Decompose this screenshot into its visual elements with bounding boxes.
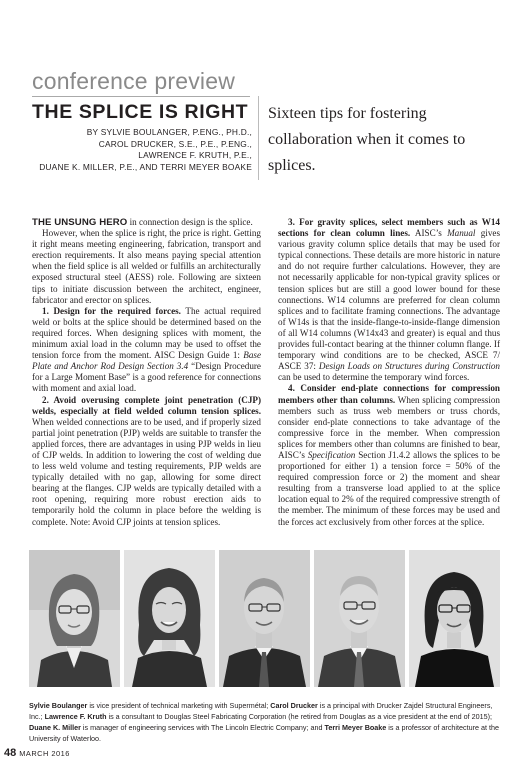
portrait-image	[29, 550, 120, 687]
header-rule	[32, 96, 250, 97]
byline-line: BY SYLVIE BOULANGER, P.ENG., PH.D.,	[86, 127, 252, 137]
byline-line: LAWRENCE F. KRUTH, P.E.,	[138, 150, 252, 161]
tip-3-manual: Manual	[447, 228, 476, 239]
section-kicker: conference preview	[32, 68, 236, 94]
caption-text: is a principal with Drucker Zajdel Structural Engineers, Inc.;	[29, 701, 493, 722]
tip-4-text: When splicing compression members such as truss web members or truss chords, consider end-plate connections to take advantage of the compressive force in the member. When compression splices for members other than columns are finished to bear, AISC’s	[278, 394, 500, 460]
header-divider	[258, 96, 259, 180]
tip-4-text-end: Section J1.4.2 allows the splices to be proportioned for either 1) a tension force = 50% of the required compression force or 2) the moment and shear resulting from a transverse load applied to at the splice location equal to 2% of the required compressive strength of the member. The minimum of these forces may be used and the forces act exclusively from other forces at the splice.	[278, 449, 500, 527]
tip-4-specification: Specification	[307, 449, 356, 460]
body-column-left	[32, 217, 261, 528]
tip-2	[32, 395, 261, 528]
photo-caption	[29, 700, 501, 744]
tip-3-reference: Design Loads on Structures during Construction	[318, 361, 500, 372]
author-photo-kruth	[219, 550, 310, 687]
caption-text: is manager of engineering services with The Lincoln Electric Company; and	[80, 723, 325, 733]
portrait-image	[219, 550, 310, 687]
tip-4	[278, 383, 500, 527]
intro-text: in connection design is the splice.	[127, 217, 253, 227]
tip-3-heading: 3. For gravity splices, select members such as W14 sections for clean column lines.	[278, 217, 500, 239]
byline-line: CAROL DRUCKER, S.E., P.E., P.ENG.,	[98, 138, 252, 149]
lead-in: THE UNSUNG HERO	[32, 217, 128, 228]
tip-2-text: When welded connections are to be used, and if properly sized partial joint penetration (PJP) welds are suitable to transfer the applied forces, there are advantages in using PJP welds in lieu of CJP welds. In addition to lowering the cost of welding due to less weld volume and testing requirements, PJP welds are typically detailed with no gap, allowing for some direct bearing at the flanges. CJP welds are typically detailed with a root opening, requiring more robust erection aids to temporarily hold the column in place before the welding is complete. Note: Avoid CJP joints at tension splices.	[32, 416, 261, 527]
intro-body: However, when the splice is right, the price is right. Getting it right means meeting engineering, fabrication, transport and erection requirements. It also means paying special attention when the field splice is all welded or fulfills an architecturally exposed structural steel (AESS) role. Following are sixteen tips to initiate discussion between the architect, engineer, fabricator and erector on splices.	[32, 228, 261, 305]
tip-3	[278, 217, 500, 383]
article-deck: Sixteen tips for fostering collaboration when it comes to splices.	[268, 105, 466, 174]
author-photo-meyer-boake	[409, 550, 500, 687]
page-number: 48	[4, 747, 17, 759]
article-headline: THE SPLICE IS RIGHT	[32, 101, 249, 123]
caption-text: is vice president of technical marketing with Supermétal;	[87, 701, 271, 710]
caption-name: Carol Drucker	[270, 701, 318, 710]
tip-3-text-mid: gives various gravity column splice details that may be used for typical connections. These details are more historic in nature and do not require further calculations. However, they are not necessarily applicable for non-typical gravity splices or tension splices but are still a good lower bound for these connections. W14 columns are preferred for clean column splices and to facilitate framing connections. The advantage of W14s is that the inside-flange-to-inside-flange dimension of all W14 columns (W14x43 and greater) is equal and thus provides full-contact bearing at the thinner column flange. If temporary wind conditions are to be checked, ASCE 7/ ASCE 37:	[278, 228, 500, 372]
author-photo-miller	[314, 550, 405, 687]
author-photo-boulanger	[29, 550, 120, 687]
tip-2-heading: 2. Avoid overusing complete joint penetration (CJP) welds, especially at field welded column tension splices.	[32, 394, 261, 416]
tip-1	[32, 306, 261, 395]
tip-3-text: AISC’s	[410, 228, 448, 239]
caption-name: Duane K. Miller	[29, 723, 81, 733]
issue-date: MARCH 2016	[19, 749, 70, 758]
page-folio	[4, 747, 70, 759]
portrait-image	[314, 550, 405, 687]
caption-text: is a consultant to Douglas Steel Fabricating Corporation (he retired from Douglas as a vice president at the end of 2015);	[106, 712, 493, 722]
intro-paragraph	[32, 217, 261, 228]
caption-name: Lawrence F. Kruth	[44, 712, 107, 722]
byline	[32, 127, 252, 173]
tip-1-text: The actual required weld or bolts at the splice should be determined based on the required forces. When designing splices with moment, the minimum axial load in the column may be used to offset the tension force from the moment. AISC Design Guide 1:	[32, 305, 261, 361]
tip-1-text-end: “Design Procedure for a Large Moment Base” is a good reference for connections with moment and axial load.	[32, 361, 261, 394]
tip-3-text-end: can be used to determine the temporary wind forces.	[278, 372, 470, 383]
portrait-image	[409, 550, 500, 687]
tip-1-heading: 1. Design for the required forces.	[42, 305, 181, 316]
caption-text: is a professor of architecture at the University of Waterloo.	[29, 723, 499, 744]
byline-line: DUANE K. MILLER, P.E., AND TERRI MEYER BOAKE	[39, 161, 252, 172]
caption-name: Terri Meyer Boake	[324, 723, 387, 733]
tip-4-heading: 4. Consider end-plate connections for compression members other than columns.	[278, 383, 500, 405]
body-column-right	[278, 217, 500, 528]
caption-name: Sylvie Boulanger	[29, 701, 88, 710]
portrait-image	[124, 550, 215, 687]
author-photos	[29, 550, 501, 687]
author-photo-drucker	[124, 550, 215, 687]
tip-1-reference: Base Plate and Anchor Rod Design Section 3.4	[32, 350, 261, 372]
